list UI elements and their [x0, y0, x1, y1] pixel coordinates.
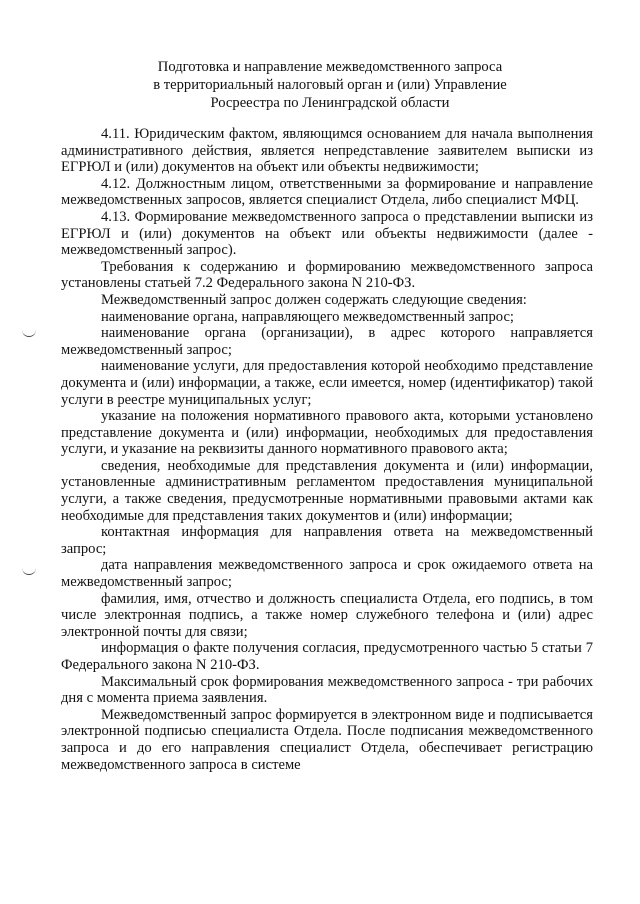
paragraph-4-13: 4.13. Формирование межведомственного запроса о представлении выписки из ЕГРЮЛ и (или) документов на объект или объекты недвижимости (далее - межведомственный запрос). [61, 208, 593, 259]
section-title [110, 58, 550, 112]
paragraph: Межведомственный запрос формируется в электронном виде и подписывается электронной подписью специалиста Отдела. После подписания межведомственного запроса и до его направления специалист Отдела, обеспечивает регистрацию межведомственного запроса в системе [61, 706, 593, 773]
list-item: наименование органа, направляющего межведомственный запрос; [101, 308, 514, 325]
list-item: наименование органа (организации), в адрес которого направляется межведомственный запрос; [61, 325, 593, 358]
document-body [61, 126, 593, 773]
list-item: наименование услуги, для предоставления которой необходимо представление документа и (или) информации, а также, если имеется, номер (идентификатор) такой услуги в реестре муниципальных услуг; [61, 358, 593, 408]
title-line: в территориальный налоговый орган и (или) Управление [153, 77, 507, 93]
list-item: контактная информация для направления ответа на межведомственный запрос; [61, 524, 593, 557]
list-item: указание на положения нормативного правового акта, которыми установлено представление документа и (или) информации, необходимых для предоставления услуги, и указание на реквизиты данного нормативного правового акта; [61, 408, 593, 458]
binding-mark [22, 566, 36, 575]
paragraph-4-11: 4.11. Юридическим фактом, являющимся основанием для начала выполнения административного действия, является непредставление заявителем выписки из ЕГРЮЛ и (или) документов на объект или объекты недвижимости; [61, 126, 593, 176]
title-line: Росреестра по Ленинградской области [210, 95, 450, 111]
list-item: фамилия, имя, отчество и должность специалиста Отдела, его подпись, в том числе электронная подпись, а также номер служебного телефона и (или) адрес электронной почты для связи; [61, 590, 593, 640]
paragraph: Межведомственный запрос должен содержать следующие сведения: [101, 291, 527, 308]
paragraph: Максимальный срок формирования межведомственного запроса - три рабочих дня с момента приема заявления. [61, 673, 593, 707]
paragraph: Требования к содержанию и формированию межведомственного запроса установлены статьей 7.2 Федерального закона N 210-ФЗ. [61, 258, 593, 292]
title-line: Подготовка и направление межведомственного запроса [157, 59, 503, 75]
list-item: информация о факте получения согласия, предусмотренного частью 5 статьи 7 Федерального закона N 210-ФЗ. [61, 640, 593, 673]
binding-mark [22, 328, 36, 337]
paragraph-4-12: 4.12. Должностным лицом, ответственными за формирование и направление межведомственных запросов, является специалист Отдела, либо специалист МФЦ. [61, 175, 593, 209]
list-item: сведения, необходимые для представления документа и (или) информации, установленные административным регламентом предоставления муниципальной услуги, а также сведения, предусмотренные нормативными правовыми актами как необходимые для представления таких документов и (или) информации; [61, 457, 593, 524]
list-item: дата направления межведомственного запроса и срок ожидаемого ответа на межведомственный запрос; [61, 557, 593, 591]
